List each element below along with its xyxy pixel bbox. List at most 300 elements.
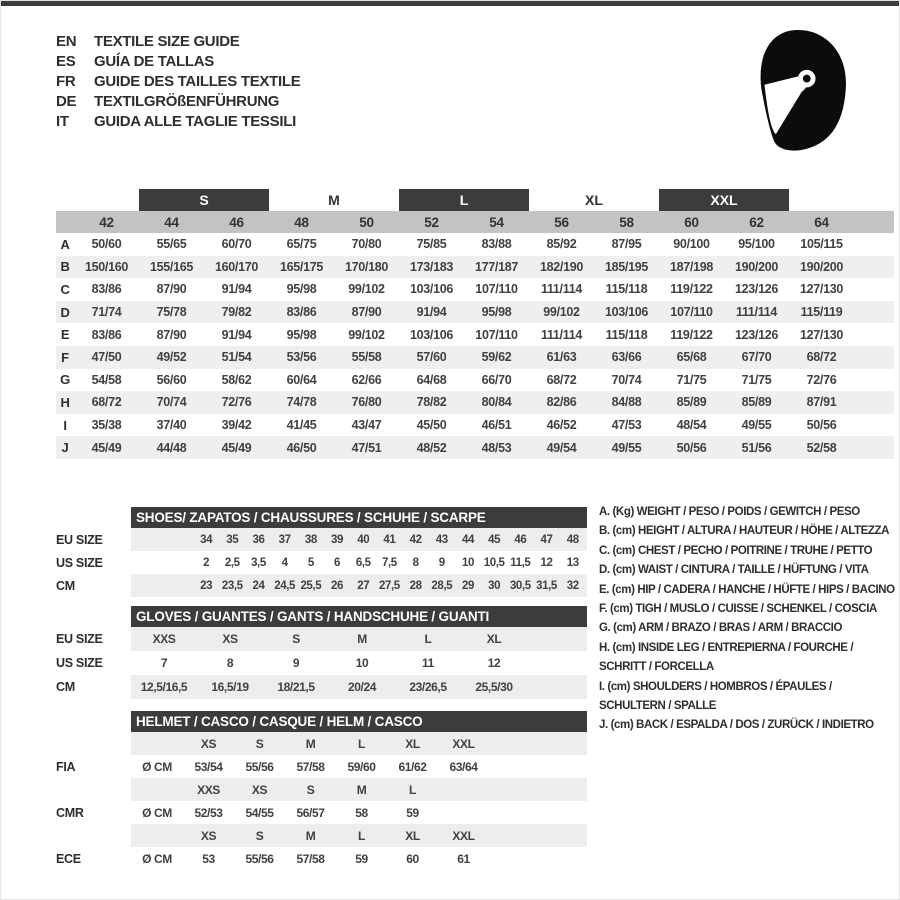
spacer <box>56 824 131 847</box>
table-cell: 48 <box>566 533 579 546</box>
row-label: H <box>60 394 70 410</box>
table-cell: 68/72 <box>91 395 122 410</box>
table-cell: 49/55 <box>741 418 772 433</box>
size-column-header: 46 <box>229 214 244 230</box>
table-cell: 8 <box>412 556 419 569</box>
table-cell: 55/65 <box>156 237 187 252</box>
helmet-value-cell: 57/58 <box>296 851 325 866</box>
table-cell: 51/56 <box>741 440 772 455</box>
helmet-value-cell: 60 <box>406 851 419 866</box>
size-column-header: 56 <box>554 214 569 230</box>
size-column-header: 58 <box>619 214 634 230</box>
helmet-size-row <box>56 732 587 755</box>
table-cell: 177/187 <box>474 259 519 274</box>
row-label: US SIZE <box>56 656 103 670</box>
row-label: I <box>63 417 67 433</box>
gloves-table <box>56 606 587 699</box>
helmet-value-cell: 54/55 <box>245 805 274 820</box>
table-cell: 12 <box>487 656 501 670</box>
legend-item: H. (cm) INSIDE LEG / ENTREPIERNA / FOURCHE / SCHRITT / FORCELLA <box>599 641 854 674</box>
table-cell: 123/126 <box>734 282 779 297</box>
table-cell: 53/56 <box>286 350 317 365</box>
table-cell: 37/40 <box>156 418 187 433</box>
row-label: CM <box>56 680 75 694</box>
helmet-size-cell: XL <box>405 736 420 751</box>
language-row <box>56 51 300 71</box>
table-cell: 190/200 <box>799 259 844 274</box>
helmet-value-cell: 63/64 <box>449 759 478 774</box>
table-cell: 46/52 <box>546 418 577 433</box>
table-cell: 111/114 <box>735 305 777 320</box>
table-row <box>56 414 894 437</box>
helmet-size-cell: L <box>358 736 365 751</box>
table-cell: 50/60 <box>91 237 122 252</box>
table-cell: 6 <box>334 556 341 569</box>
table-cell: 31,5 <box>536 579 557 592</box>
language-code: IT <box>56 112 69 130</box>
row-label: F <box>61 349 69 365</box>
table-cell: 115/118 <box>605 282 648 297</box>
table-cell: 119/122 <box>670 282 713 297</box>
table-row <box>56 651 587 675</box>
helmet-value-cell: 52/53 <box>194 805 223 820</box>
table-cell: 39 <box>331 533 344 546</box>
row-band <box>131 651 587 675</box>
table-cell: 54/58 <box>91 372 122 387</box>
table-cell: 84/88 <box>611 395 642 410</box>
row-label: J <box>61 440 69 456</box>
table-cell: 20/24 <box>347 680 377 694</box>
table-row <box>56 278 894 301</box>
table-cell: 87/90 <box>156 327 187 342</box>
table-cell: 23/26,5 <box>409 680 447 694</box>
table-cell: 13 <box>566 556 579 569</box>
table-cell: 87/90 <box>351 305 382 320</box>
table-cell: 115/119 <box>800 305 843 320</box>
table-cell: 44/48 <box>156 440 187 455</box>
textile-size-table <box>56 189 894 459</box>
table-cell: 90/100 <box>673 237 710 252</box>
helmet-size-row <box>56 824 587 847</box>
spacer <box>131 778 183 801</box>
helmet-size-cell: S <box>306 782 315 797</box>
language-code: ES <box>56 52 76 70</box>
size-group-s: S <box>139 189 269 211</box>
table-cell: 37 <box>278 533 291 546</box>
table-cell: 23 <box>200 579 213 592</box>
helmet-value-cell: 57/58 <box>296 759 325 774</box>
table-cell: 105/115 <box>800 237 843 252</box>
helmet-value-row <box>56 755 587 778</box>
table-cell: 72/76 <box>806 372 837 387</box>
row-band <box>131 755 587 778</box>
table-cell: 9 <box>292 656 300 670</box>
helmet-icon-svg <box>736 27 861 157</box>
table-cell: 41 <box>383 533 396 546</box>
table-cell: 16,5/19 <box>211 680 249 694</box>
table-cell: 49/55 <box>611 440 642 455</box>
table-cell: 52/58 <box>806 440 837 455</box>
row-label: D <box>60 304 70 320</box>
table-cell: 87/90 <box>156 282 187 297</box>
table-cell: 35 <box>226 533 239 546</box>
table-cell: 83/86 <box>91 282 122 297</box>
table-cell: 173/183 <box>409 259 454 274</box>
table-cell: 4 <box>281 556 288 569</box>
helmet-value-cell: 56/57 <box>296 805 325 820</box>
helmet-table <box>56 711 587 870</box>
table-cell: 70/74 <box>611 372 642 387</box>
table-cell: 99/102 <box>543 305 580 320</box>
table-cell: 7 <box>160 656 168 670</box>
table-cell: 60/64 <box>286 372 317 387</box>
table-cell: 165/175 <box>279 259 324 274</box>
row-label: C <box>60 281 70 297</box>
helmet-table-rows <box>56 732 587 870</box>
legend-item: E. (cm) HIP / CADERA / HANCHE / HÜFTE / HIPS / BACINO <box>599 583 895 596</box>
measurement-legend <box>599 503 899 736</box>
table-cell: 48/54 <box>676 418 707 433</box>
size-column-header: 42 <box>99 214 114 230</box>
legend-item: F. (cm) TIGH / MUSLO / CUISSE / SCHENKEL / COSCIA <box>599 603 877 616</box>
helmet-value-cell: 59 <box>355 851 368 866</box>
table-cell: 38 <box>304 533 317 546</box>
table-cell: 59/62 <box>481 350 512 365</box>
table-cell: 43/47 <box>351 418 382 433</box>
helmet-size-cell: L <box>358 828 365 843</box>
table-cell: 74/78 <box>286 395 317 410</box>
spacer <box>131 551 193 574</box>
table-cell: 50/56 <box>806 418 837 433</box>
row-band <box>131 627 587 651</box>
table-row <box>56 323 894 346</box>
racing-helmet-icon <box>736 27 861 157</box>
size-column-header: 52 <box>424 214 439 230</box>
size-column-header: 44 <box>164 214 179 230</box>
row-band <box>131 847 587 870</box>
table-cell: 91/94 <box>221 327 252 342</box>
size-column-header: 62 <box>749 214 764 230</box>
table-cell: 51/54 <box>221 350 252 365</box>
table-cell: 111/114 <box>540 282 582 297</box>
language-row <box>56 31 300 51</box>
language-row <box>56 91 300 111</box>
table-cell: 56/60 <box>156 372 187 387</box>
table-cell: XL <box>486 632 502 646</box>
row-label: EU SIZE <box>56 632 103 646</box>
table-cell: 47 <box>540 533 553 546</box>
table-row <box>56 574 587 597</box>
table-cell: 6,5 <box>355 556 371 569</box>
table-cell: 123/126 <box>734 327 779 342</box>
helmet-value-cell: 61 <box>457 851 470 866</box>
table-cell: 185/195 <box>604 259 649 274</box>
table-cell: 66/70 <box>481 372 512 387</box>
table-cell: 79/82 <box>221 305 252 320</box>
table-cell: 82/86 <box>546 395 577 410</box>
table-cell: 10 <box>355 656 369 670</box>
row-band <box>131 801 587 824</box>
row-band <box>131 574 587 597</box>
helmet-value-row <box>56 801 587 824</box>
table-cell: 87/95 <box>611 237 642 252</box>
table-cell: 47/53 <box>611 418 642 433</box>
diameter-unit: Ø CM <box>142 805 172 820</box>
table-cell: 155/165 <box>149 259 194 274</box>
table-row <box>56 528 587 551</box>
row-band <box>131 528 587 551</box>
gloves-table-header: GLOVES / GUANTES / GANTS / HANDSCHUHE / GUANTI <box>131 606 587 627</box>
table-cell: 91/94 <box>416 305 447 320</box>
table-row <box>56 551 587 574</box>
table-cell: 45/49 <box>221 440 252 455</box>
spacer <box>56 778 131 801</box>
table-cell: 29 <box>461 579 474 592</box>
table-cell: 18/21,5 <box>277 680 315 694</box>
table-cell: 63/66 <box>611 350 642 365</box>
table-cell: XXS <box>152 632 176 646</box>
table-cell: 55/58 <box>351 350 382 365</box>
table-row <box>56 346 894 369</box>
size-column-header: 64 <box>814 214 829 230</box>
table-cell: 65/75 <box>286 237 317 252</box>
helmet-size-cell: XXS <box>197 782 220 797</box>
table-cell: 170/180 <box>344 259 389 274</box>
table-cell: 23,5 <box>221 579 243 592</box>
table-cell: 28,5 <box>431 579 453 592</box>
helmet-visor-pivot-dot <box>803 75 811 83</box>
table-cell: 28 <box>409 579 422 592</box>
table-cell: 27,5 <box>379 579 400 592</box>
row-label: G <box>60 372 70 388</box>
legend-item: D. (cm) WAIST / CINTURA / TAILLE / HÜFTUNG / VITA <box>599 564 869 577</box>
helmet-value-cell: 53/54 <box>194 759 223 774</box>
table-cell: 71/75 <box>676 372 707 387</box>
table-cell: 83/86 <box>286 305 317 320</box>
table-cell: 26 <box>331 579 344 592</box>
table-cell: 30 <box>488 579 501 592</box>
table-cell: 60/70 <box>221 237 252 252</box>
table-cell: 80/84 <box>481 395 512 410</box>
table-cell: 2,5 <box>224 556 240 569</box>
table-cell: 78/82 <box>416 395 447 410</box>
diameter-unit: Ø CM <box>142 851 172 866</box>
table-cell: 72/76 <box>221 395 252 410</box>
table-cell: 182/190 <box>539 259 584 274</box>
table-cell: 35/38 <box>91 418 122 433</box>
spacer <box>131 574 193 597</box>
table-cell: 111/114 <box>540 327 582 342</box>
language-row <box>56 71 300 91</box>
size-group-m: M <box>328 192 340 208</box>
table-cell: 83/88 <box>481 237 512 252</box>
table-cell: 95/98 <box>481 305 512 320</box>
table-cell: 107/110 <box>475 327 518 342</box>
helmet-value-cell <box>438 801 489 824</box>
spacer <box>131 824 183 847</box>
table-cell: 150/160 <box>84 259 129 274</box>
gloves-table-rows <box>56 627 587 699</box>
table-cell: 11 <box>422 656 434 670</box>
row-band <box>131 778 587 801</box>
row-label: E <box>60 327 70 343</box>
table-cell: 160/170 <box>214 259 259 274</box>
table-cell: 103/106 <box>409 282 454 297</box>
table-cell: 119/122 <box>670 327 713 342</box>
helmet-size-cell: S <box>255 736 264 751</box>
legend-item: C. (cm) CHEST / PECHO / POITRINE / TRUHE / PETTO <box>599 544 873 557</box>
table-cell: 83/86 <box>91 327 122 342</box>
table-cell: 45/50 <box>416 418 447 433</box>
row-band <box>131 732 587 755</box>
row-band <box>131 824 587 847</box>
helmet-value-cell: 53 <box>202 851 215 866</box>
helmet-value-row <box>56 847 587 870</box>
table-cell: 27 <box>357 579 370 592</box>
table-cell: 70/74 <box>156 395 187 410</box>
spacer <box>131 732 183 755</box>
size-group-l: L <box>399 189 529 211</box>
table-cell: 87/91 <box>806 395 837 410</box>
table-cell: 107/110 <box>475 282 518 297</box>
table-cell: 85/89 <box>676 395 707 410</box>
table-cell: 91/94 <box>221 282 252 297</box>
table-row <box>56 675 587 699</box>
table-cell: 103/106 <box>604 305 649 320</box>
standard-label: FIA <box>56 759 76 774</box>
table-cell: 75/85 <box>416 237 447 252</box>
language-title: TEXTILE SIZE GUIDE <box>94 32 240 50</box>
table-cell: 75/78 <box>156 305 187 320</box>
table-cell: 12,5/16,5 <box>140 680 188 694</box>
table-cell: S <box>292 632 300 646</box>
standard-label: ECE <box>56 851 81 866</box>
table-cell: 46/51 <box>481 418 512 433</box>
table-cell: 24,5 <box>274 579 296 592</box>
table-cell: 30,5 <box>509 579 531 592</box>
table-cell: 61/63 <box>546 350 577 365</box>
table-cell: 32 <box>566 579 579 592</box>
helmet-size-cell: M <box>305 736 316 751</box>
table-cell: 190/200 <box>734 259 779 274</box>
spacer <box>56 732 131 755</box>
table-row <box>56 627 587 651</box>
size-column-header-row <box>56 211 894 233</box>
table-cell: 68/72 <box>546 372 577 387</box>
language-title: TEXTILGRÖßENFÜHRUNG <box>94 92 280 110</box>
table-cell: 47/50 <box>91 350 122 365</box>
table-cell: 107/110 <box>670 305 713 320</box>
table-cell: 71/74 <box>91 305 122 320</box>
language-code: FR <box>56 72 76 90</box>
helmet-size-cell: XS <box>200 828 217 843</box>
table-cell: 36 <box>252 533 265 546</box>
helmet-table-header: HELMET / CASCO / CASQUE / HELM / CASCO <box>131 711 587 732</box>
size-column-header: 48 <box>294 214 309 230</box>
diameter-unit: Ø CM <box>142 759 172 774</box>
table-cell: 10 <box>461 556 474 569</box>
helmet-size-cell: XS <box>251 782 268 797</box>
helmet-value-cell: 59 <box>406 805 419 820</box>
language-code: EN <box>56 32 77 50</box>
helmet-value-cell: 59/60 <box>347 759 376 774</box>
row-label: EU SIZE <box>56 532 103 547</box>
table-cell: 85/92 <box>546 237 577 252</box>
legend-item: B. (cm) HEIGHT / ALTURA / HAUTEUR / HÖHE / ALTEZZA <box>599 525 890 538</box>
table-cell: 48/53 <box>481 440 512 455</box>
table-cell: 45/49 <box>91 440 122 455</box>
table-cell: 24 <box>252 579 265 592</box>
table-cell: 57/60 <box>416 350 447 365</box>
helmet-size-cell: XXL <box>452 828 475 843</box>
language-title: GUÍA DE TALLAS <box>94 52 214 70</box>
table-cell: 49/54 <box>546 440 577 455</box>
spacer <box>56 211 74 233</box>
table-cell: 44 <box>461 533 474 546</box>
helmet-value-cell: 58 <box>355 805 368 820</box>
table-row <box>56 301 894 324</box>
row-label: CM <box>56 578 75 593</box>
row-band <box>131 551 587 574</box>
table-row <box>56 391 894 414</box>
legend-item: I. (cm) SHOULDERS / HOMBROS / ÉPAULES / SCHULTERN / SPALLE <box>599 680 832 713</box>
table-cell: 99/102 <box>348 282 385 297</box>
table-row <box>56 256 894 279</box>
shoes-table <box>56 507 587 597</box>
table-cell: 12 <box>540 556 553 569</box>
table-cell: 49/52 <box>156 350 187 365</box>
table-cell: 45 <box>488 533 501 546</box>
table-cell: 85/89 <box>741 395 772 410</box>
helmet-size-cell: XL <box>405 828 420 843</box>
table-cell: 127/130 <box>799 282 844 297</box>
helmet-size-cell: XXL <box>452 736 475 751</box>
table-cell: 3,5 <box>251 556 266 569</box>
table-cell: M <box>357 632 367 646</box>
table-cell: 76/80 <box>351 395 382 410</box>
table-cell: 65/68 <box>676 350 707 365</box>
helmet-size-cell: XS <box>200 736 217 751</box>
table-cell: 64/68 <box>416 372 447 387</box>
table-cell: 46/50 <box>286 440 317 455</box>
shoes-table-rows <box>56 528 587 597</box>
table-cell: 43 <box>435 533 448 546</box>
table-cell: 25,5 <box>300 579 322 592</box>
table-cell: 58/62 <box>221 372 252 387</box>
table-cell: 2 <box>203 556 210 569</box>
size-column-header: 54 <box>489 214 504 230</box>
row-label: B <box>60 259 70 275</box>
language-list <box>56 31 300 131</box>
top-border-strip <box>1 1 900 6</box>
table-cell: 34 <box>200 533 213 546</box>
helmet-value-cell: 55/56 <box>245 851 274 866</box>
table-cell: 68/72 <box>806 350 837 365</box>
table-cell: 70/80 <box>351 237 382 252</box>
size-group-xxl: XXL <box>659 189 789 211</box>
table-cell: 8 <box>226 656 234 670</box>
table-row <box>56 233 894 256</box>
table-cell: 5 <box>307 556 314 569</box>
legend-item: J. (cm) BACK / ESPALDA / DOS / ZURÜCK / INDIETRO <box>599 719 874 732</box>
table-cell: 95/98 <box>286 327 317 342</box>
spacer <box>131 528 193 551</box>
helmet-size-cell: M <box>305 828 316 843</box>
size-column-header: 60 <box>684 214 699 230</box>
helmet-size-row <box>56 778 587 801</box>
table-cell: 25,5/30 <box>475 680 513 694</box>
table-cell: 71/75 <box>741 372 772 387</box>
